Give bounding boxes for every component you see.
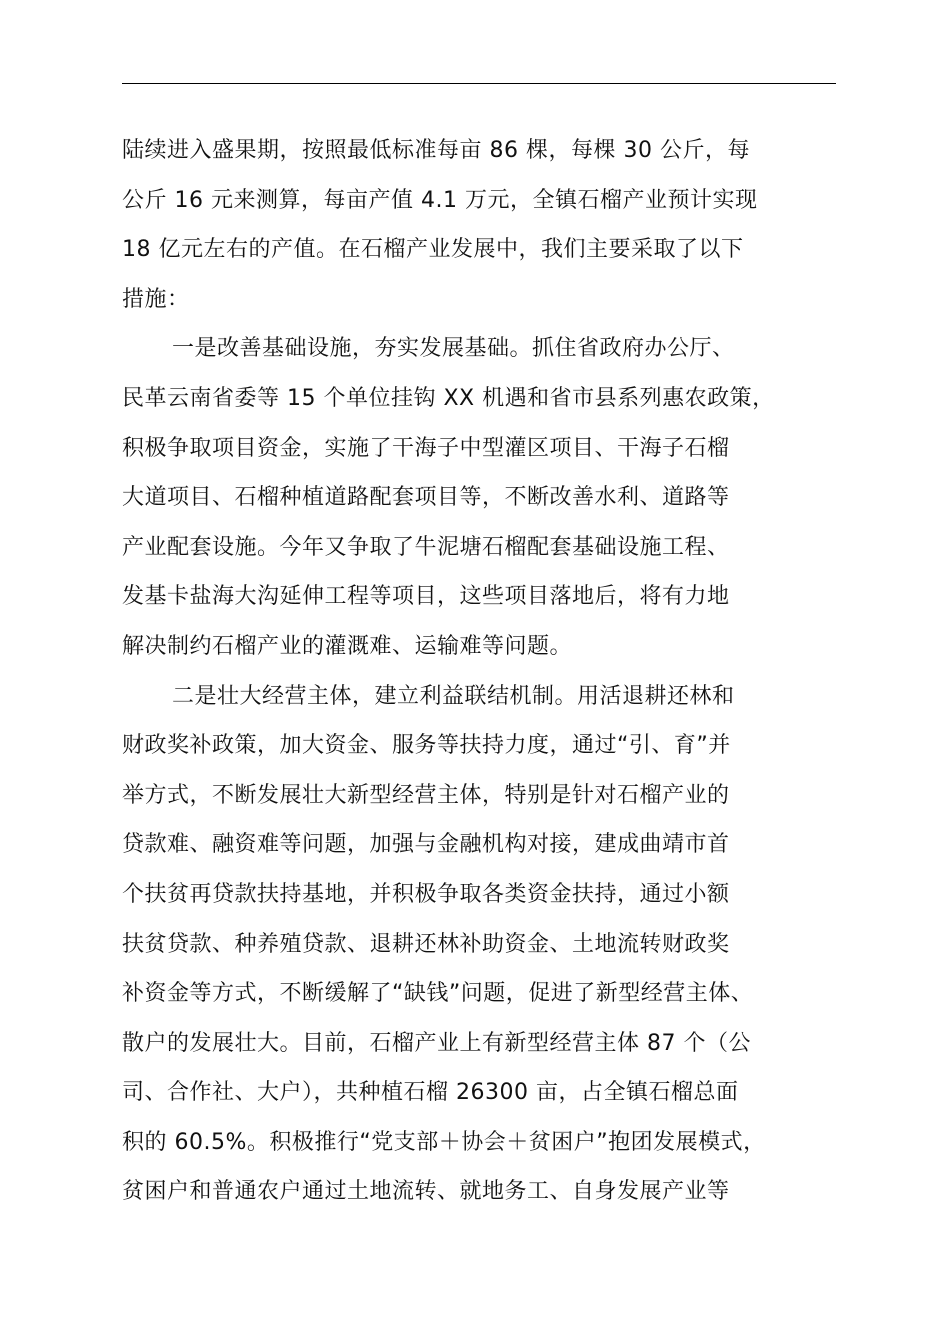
text-line: 大道项目、石榴种植道路配套项目等，不断改善水利、道路等 [122,485,730,511]
header-rule [122,83,836,84]
text-line: 积的 60.5%。积极推行“党支部＋协会＋贫困户”抱团发展模式， [122,1129,766,1155]
paragraph-start-line: 二是壮大经营主体，建立利益联结机制。用活退耕还林和 [172,683,735,709]
text-line: 贷款难、融资难等问题，加强与金融机构对接，建成曲靖市首 [122,832,730,858]
text-line: 举方式，不断发展壮大新型经营主体，特别是针对石榴产业的 [122,782,730,808]
text-line: 发基卡盐海大沟延伸工程等项目，这些项目落地后，将有力地 [122,584,730,610]
text-line: 民革云南省委等 15 个单位挂钩 XX 机遇和省市县系列惠农政策， [122,385,775,411]
paragraph-start-line: 一是改善基础设施，夯实发展基础。抓住省政府办公厅、 [172,336,735,362]
text-line: 产业配套设施。今年又争取了牛泥塘石榴配套基础设施工程、 [122,534,730,560]
body-text [122,126,842,1217]
text-line: 个扶贫再贷款扶持基地，并积极争取各类资金扶持，通过小额 [122,881,730,907]
text-line: 积极争取项目资金，实施了干海子中型灌区项目、干海子石榴 [122,435,730,461]
text-line: 措施： [122,286,190,312]
text-line: 公斤 16 元来测算，每亩产值 4.1 万元，全镇石榴产业预计实现 [122,187,758,213]
text-line: 扶贫贷款、种养殖贷款、退耕还林补助资金、土地流转财政奖 [122,931,730,957]
text-line: 贫困户和普通农户通过土地流转、就地务工、自身发展产业等 [122,1179,730,1205]
text-line: 18 亿元左右的产值。在石榴产业发展中，我们主要采取了以下 [122,237,744,263]
text-line: 司、合作社、大户），共种植石榴 26300 亩，占全镇石榴总面 [122,1080,739,1106]
text-line: 补资金等方式，不断缓解了“缺钱”问题，促进了新型经营主体、 [122,981,754,1007]
text-line: 解决制约石榴产业的灌溉难、运输难等问题。 [122,633,573,659]
text-line: 财政奖补政策，加大资金、服务等扶持力度，通过“引、育”并 [122,733,731,759]
text-line: 陆续进入盛果期，按照最低标准每亩 86 棵，每棵 30 公斤，每 [122,138,750,163]
text-line: 散户的发展壮大。目前，石榴产业上有新型经营主体 87 个（公 [122,1030,751,1056]
